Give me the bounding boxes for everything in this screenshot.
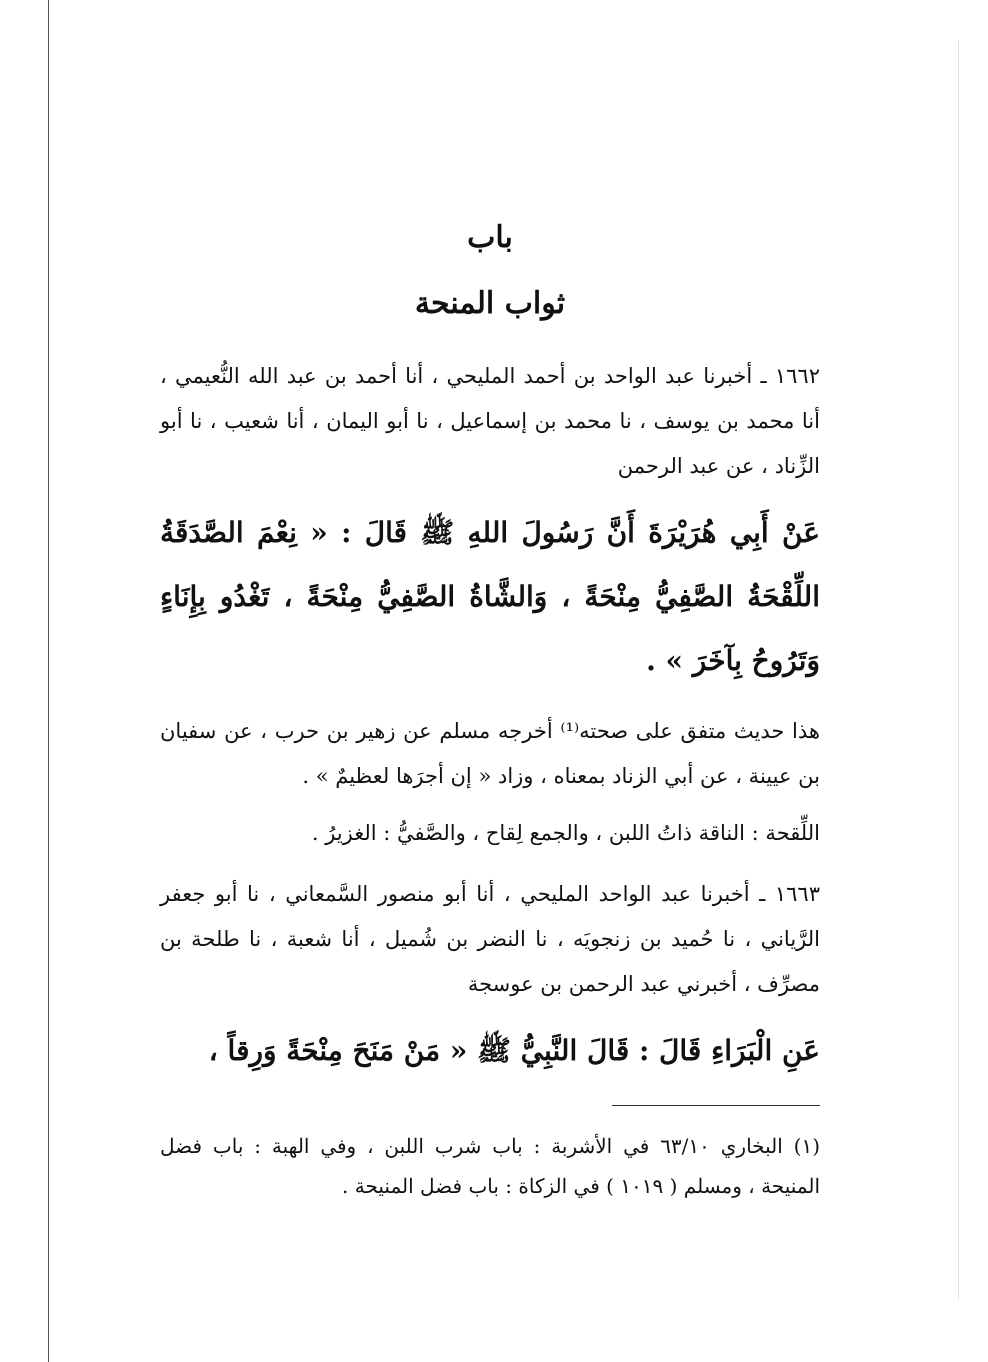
page-content xyxy=(160,218,820,1226)
hadith-1662-isnad: ١٦٦٢ ـ أخبرنا عبد الواحد بن أحمد المليحي ، أنا أحمد بن عبد الله النُّعيمي ، أنا محمد بن يوسف ، نا محمد بن إسماعيل ، نا أبو اليمان ، أنا شعيب ، نا أبو الزِّناد ، عن عبد الرحمن xyxy=(160,364,820,478)
page-left-border xyxy=(48,0,49,1362)
hadith-1662-commentary: هذا حديث متفق على صحته⁽¹⁾ أخرجه مسلم عن زهير بن حرب ، عن سفيان بن عيينة ، عن أبي الزناد بمعناه ، وزاد « إن أجرَها لعظيمٌ » . xyxy=(160,719,820,788)
footnote-1: (١) البخاري ٦٣/١٠ في الأشربة : باب شرب اللبن ، وفي الهبة : باب فضل المنيحة ، ومسلم ( ١٠١٩ ) في الزكاة : باب فضل المنيحة . xyxy=(160,1134,820,1198)
hadith-1663-matn: عَنِ الْبَرَاءِ قَالَ : قَالَ النَّبِيُّ ﷺ « مَنْ مَنَحَ مِنْحَةً وَرِقاً ، xyxy=(208,1034,820,1067)
hadith-1663-isnad: ١٦٦٣ ـ أخبرنا عبد الواحد المليحي ، أنا أبو منصور السَّمعاني ، نا أبو جعفر الرَّياني ، نا حُميد بن زنجويَه ، نا النضر بن شُميل ، أنا شعبة ، نا طلحة بن مصرِّف ، أخبرني عبد الرحمن بن عوسجة xyxy=(160,882,820,996)
chapter-label: باب xyxy=(467,220,513,255)
page-right-border xyxy=(958,40,959,1300)
hadith-1662-matn: عَنْ أَبِي هُرَيْرَةَ أَنَّ رَسُولَ اللهِ ﷺ قَالَ : « نِعْمَ الصَّدَقَةُ اللِّقْحَةُ الصَّفِيُّ مِنْحَةً ، وَالشَّاةُ الصَّفِيُّ مِنْحَةً ، تَغْدُو بِإِنَاءٍ وَتَرُوحُ بِآخَرَ » . xyxy=(160,516,820,677)
hadith-1662-gloss: اللِّقحة : الناقة ذاتُ اللبن ، والجمع لِقاح ، والصَّفيُّ : الغزيرُ . xyxy=(311,821,820,845)
footnote-separator xyxy=(612,1105,820,1106)
chapter-title: ثواب المنحة xyxy=(414,286,566,321)
